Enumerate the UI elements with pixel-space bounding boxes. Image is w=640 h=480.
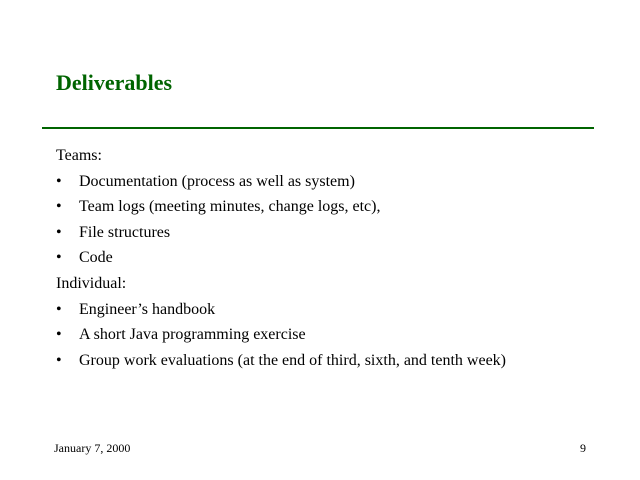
title-divider bbox=[42, 127, 594, 129]
footer-date: January 7, 2000 bbox=[54, 441, 131, 455]
list-item-text: Documentation (process as well as system) bbox=[79, 172, 355, 190]
bullet-icon: • bbox=[56, 198, 62, 216]
section-heading-teams: Teams: bbox=[56, 147, 102, 164]
bullet-icon: • bbox=[56, 326, 62, 344]
list-item bbox=[56, 322, 616, 348]
page-number: 9 bbox=[580, 441, 586, 455]
list-item bbox=[56, 297, 616, 323]
list-item bbox=[56, 348, 616, 374]
slide-content bbox=[56, 143, 616, 373]
list-item bbox=[56, 220, 616, 246]
list-item-text: Code bbox=[79, 249, 113, 267]
bullet-icon: • bbox=[56, 351, 62, 369]
list-item-text: Engineer’s handbook bbox=[79, 300, 216, 318]
list-item bbox=[56, 169, 616, 195]
bullet-icon: • bbox=[56, 172, 62, 190]
list-item-text: File structures bbox=[79, 223, 171, 241]
bullet-icon: • bbox=[56, 223, 62, 241]
list-item bbox=[56, 194, 616, 220]
bullet-icon: • bbox=[56, 249, 62, 267]
bullet-icon: • bbox=[56, 300, 62, 318]
list-item-text: A short Java programming exercise bbox=[79, 326, 306, 344]
list-item bbox=[56, 245, 616, 271]
list-item-text: Team logs (meeting minutes, change logs, etc), bbox=[79, 198, 381, 216]
slide-title: Deliverables bbox=[56, 70, 173, 95]
section-heading-individual: Individual: bbox=[56, 274, 127, 292]
list-item-text: Group work evaluations (at the end of third, sixth, and tenth week) bbox=[79, 351, 506, 369]
